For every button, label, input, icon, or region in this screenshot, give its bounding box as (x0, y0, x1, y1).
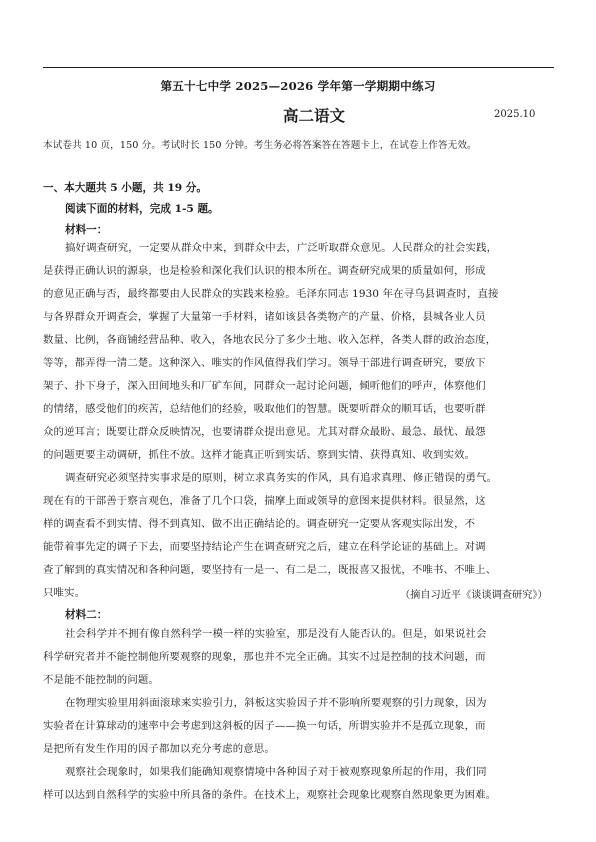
material2-line: 不是能不能控制的问题。 (43, 674, 159, 686)
material1-label: 材料一： (65, 224, 108, 236)
material1-line: 查了解到的真实情况和各种问题，要坚持有一是一、有二是二，既报喜又报忧，不唯书、不唯上、 (43, 564, 497, 576)
subject-title: 高二语文 (283, 106, 346, 125)
material2-line: 科学研究者并不能控制他所要观察的现象，那也并不完全正确。其实不过是控制的技术问题，而 (43, 651, 486, 663)
material1-line: 等等，都弄得一清二楚。这种深入、唯实的作风值得我们学习。领导干部进行调查研究，要放下 (43, 357, 486, 369)
material2-line: 是把所有发生作用的因子都加以充分考虑的意思。 (43, 743, 275, 755)
exam-date: 2025.10 (494, 109, 536, 120)
material1-line: 能带着事先定的调子下去，而要坚持结论产生在调查研究之后，建立在科学论证的基础上。对调 (43, 541, 486, 553)
material2-line: 观察社会现象时，如果我们能确知观察情境中各种因子对于被观察现象所起的作用，我们同 (65, 766, 487, 778)
section-instruction: 阅读下面的材料，完成 1-5 题。 (65, 203, 219, 215)
exam-note: 本试卷共 10 页，150 分。考试时长 150 分钟。考生务必将答案答在答题卡上，在试卷上作答无效。 (43, 140, 477, 151)
material1-line: 架子、扑下身子，深入田间地头和厂矿车间，同群众一起讨论问题，倾听他们的呼声，体察他们 (43, 380, 486, 392)
material2-line: 在物理实验里用斜面滚球来实验引力，斜板这实验因子并不影响所要观察的引力现象，因为 (65, 697, 487, 709)
material2-line: 实验者在计算球动的速率中会考虑到这斜板的因子——换一句话，所谓实验并不是孤立现象，而 (43, 720, 486, 732)
material1-line: 的情绪，感受他们的疾苦，总结他们的经验，吸取他们的智慧。既要听群众的顺耳话，也要听群 (43, 403, 486, 415)
material1-source: （摘自习近平《谈谈调查研究》） (400, 590, 548, 601)
material2-line: 样可以达到自然科学的实验中所具备的条件。在技术上，观察社会现象比观察自然现象更为困难。 (43, 789, 497, 801)
material1-line: 搞好调查研究，一定要从群众中来，到群众中去，广泛听取群众意见。人民群众的社会实践， (65, 242, 498, 254)
material1-line: 现在有的干部善于察言观色，准备了几个口袋，揣摩上面或领导的意图来提供材料。很显然，这 (43, 495, 486, 507)
material1-line: 的问题更要主动调研，抓住不放。这样才能真正听到实话、察到实情、获得真知、收到实效。 (43, 449, 476, 461)
material1-line: 的意见正确与否，最终都要由人民群众的实践来检验。毛泽东同志 1930 年在寻乌县调查时，直接 (43, 288, 499, 300)
material2-label: 材料二： (65, 609, 108, 621)
top-rule (43, 67, 554, 68)
material1-line: 众的逆耳言；既要让群众反映情况，也要请群众提出意见。尤其对群众最盼、最急、最忧、最怨 (43, 426, 486, 438)
material1-line: 调查研究必须坚持实事求是的原则，树立求真务实的作风，具有追求真理、修正错误的勇气。 (65, 472, 498, 484)
material1-line: 与各界群众开调查会，掌握了大量第一手材料，诸如该县各类物产的产量、价格，县城各业人员 (43, 311, 486, 323)
material1-line: 只唯实。 (43, 587, 86, 599)
material1-line: 数量、比例，各商铺经营品种、收入，各地农民分了多少土地、收入怎样，各类人群的政治态度， (43, 334, 497, 346)
exam-title: 第五十七中学 2025—2026 学年第一学期期中练习 (160, 79, 436, 93)
material1-line: 样的调查看不到实情、得不到真知、做不出正确结论的。调查研究一定要从客观实际出发，不 (43, 518, 476, 530)
section-heading: 一、本大题共 5 小题，共 19 分。 (43, 182, 207, 194)
material2-line: 社会科学并不拥有像自然科学一模一样的实验室，那是没有人能否认的。但是，如果说社会 (65, 628, 487, 640)
material1-line: 是获得正确认识的源泉，也是检验和深化我们认识的根本所在。调查研究成果的质量如何，形成 (43, 265, 486, 277)
